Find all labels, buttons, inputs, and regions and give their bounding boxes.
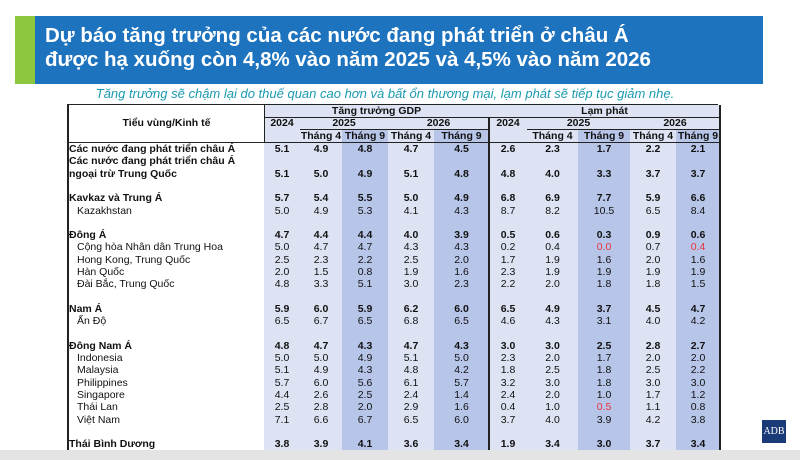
inflation-value: 0.8 — [690, 401, 706, 414]
inflation-value: 1.7 — [645, 389, 661, 401]
region-label — [69, 340, 132, 352]
gdp-value: 4.9 — [313, 143, 329, 155]
gdp-value: 3.4 — [454, 438, 469, 451]
gdp-value: 2.0 — [454, 253, 469, 266]
inflation-value: 8.2 — [545, 204, 560, 217]
inflation-value: 0.9 — [645, 229, 661, 242]
inflation-value: 6.5 — [500, 302, 516, 315]
region-name: Cộng hòa Nhân dân Trung Hoa — [77, 241, 223, 254]
gdp-value: 4.7 — [313, 241, 329, 254]
table-row — [69, 254, 720, 266]
inflation-value: 2.3 — [500, 266, 516, 278]
inflation-value: 2.3 — [500, 352, 516, 365]
gdp-value: 5.0 — [313, 167, 329, 180]
inflation-value: 1.8 — [596, 364, 612, 377]
region-label — [69, 192, 162, 204]
month-header-apr: Tháng 4 — [300, 130, 342, 142]
inflation-value: 7.7 — [596, 192, 612, 205]
inflation-value: 0.2 — [500, 241, 516, 254]
inf-2026-header: 2026 — [663, 117, 687, 129]
inflation-value: 2.2 — [690, 364, 706, 377]
region-name: Singapore — [77, 389, 125, 401]
gdp-value: 4.3 — [403, 241, 419, 254]
inflation-header: Lạm phát — [581, 105, 628, 117]
gdp-value: 5.3 — [357, 204, 373, 217]
inflation-value: 1.1 — [645, 401, 661, 414]
inflation-value: 1.9 — [545, 266, 560, 278]
region-name: Indonesia — [77, 352, 123, 365]
month-header-apr: Tháng 4 — [632, 130, 674, 142]
gdp-value: 3.8 — [274, 438, 290, 451]
gdp-value: 5.7 — [274, 376, 290, 389]
region-label — [77, 278, 174, 290]
gdp-value: 3.6 — [403, 438, 419, 451]
region-name: Nam Á — [69, 302, 103, 315]
region-label — [77, 254, 190, 266]
gdp-value: 1.6 — [454, 401, 469, 414]
gdp-value: 5.1 — [274, 167, 290, 180]
gdp-value: 4.8 — [454, 167, 469, 180]
gdp-value: 5.0 — [403, 192, 419, 205]
inflation-value: 3.3 — [596, 167, 612, 180]
gdp-value: 6.5 — [454, 315, 469, 328]
gdp-value: 4.2 — [454, 364, 469, 377]
inflation-value: 6.8 — [500, 192, 516, 205]
title-line-1: Dự báo tăng trưởng của các nước đang phát triển ở châu Á — [45, 24, 629, 47]
gdp-value: 3.0 — [403, 278, 419, 291]
gdp-value: 6.1 — [403, 376, 419, 389]
inflation-value: 1.9 — [645, 266, 661, 278]
gdp-value: 5.9 — [357, 302, 373, 315]
inflation-value: 0.4 — [500, 401, 516, 414]
inflation-value: 2.5 — [545, 364, 560, 377]
inflation-value: 2.0 — [645, 352, 661, 365]
gdp-value: 4.9 — [313, 364, 329, 377]
inflation-value: 2.7 — [690, 339, 706, 352]
region-header: Tiểu vùng/Kinh tế — [122, 117, 211, 129]
inflation-value: 3.7 — [645, 438, 661, 451]
gdp-value: 4.1 — [357, 438, 373, 451]
gdp-value: 4.3 — [357, 364, 373, 377]
region-name: Kavkaz và Trung Á — [69, 192, 163, 205]
table-row — [69, 401, 720, 413]
inflation-value: 1.9 — [545, 253, 560, 266]
inflation-value: 1.7 — [596, 352, 612, 365]
gdp-value: 7.1 — [274, 413, 290, 426]
inflation-value: 6.9 — [545, 192, 560, 205]
gdp-value: 2.3 — [313, 253, 329, 266]
gdp-value: 0.8 — [357, 266, 373, 278]
region-label — [77, 352, 123, 364]
inflation-value: 2.0 — [545, 389, 560, 401]
inflation-value: 1.6 — [690, 253, 706, 266]
gdp-value: 5.4 — [313, 192, 329, 205]
inflation-value: 3.7 — [596, 302, 612, 315]
gdp-value: 2.9 — [403, 401, 419, 414]
adb-logo: ADB — [762, 420, 786, 443]
inflation-value: 1.8 — [596, 278, 612, 291]
gdp-value: 4.3 — [454, 339, 469, 352]
gdp-value: 1.9 — [403, 266, 419, 278]
table-row — [69, 205, 720, 217]
month-header-apr: Tháng 4 — [390, 130, 432, 142]
gdp-value: 4.3 — [357, 339, 373, 352]
region-label — [69, 303, 102, 315]
gdp-value: 4.7 — [403, 339, 419, 352]
gdp-value: 5.0 — [454, 352, 469, 365]
gdp-2026-header: 2026 — [426, 117, 451, 129]
table-row — [69, 414, 720, 426]
inflation-value: 3.0 — [500, 339, 516, 352]
gdp-value: 2.8 — [313, 401, 329, 414]
inflation-value: 3.9 — [596, 413, 612, 426]
gdp-value: 6.5 — [274, 315, 290, 328]
table-row — [69, 266, 720, 278]
gdp-value: 4.8 — [274, 278, 290, 291]
inflation-value: 1.6 — [596, 253, 612, 266]
inflation-value: 4.0 — [545, 167, 560, 180]
gdp-value: 4.3 — [454, 241, 469, 254]
gdp-value: 4.9 — [454, 192, 469, 205]
month-header-sep: Tháng 9 — [441, 130, 482, 142]
region-label — [77, 401, 118, 413]
inflation-value: 4.5 — [645, 302, 661, 315]
gdp-value: 6.7 — [313, 315, 329, 328]
region-name: Việt Nam — [77, 413, 120, 426]
inflation-value: 1.5 — [690, 278, 706, 291]
region-label — [77, 414, 120, 426]
inflation-value: 4.2 — [645, 413, 661, 426]
month-header-sep: Tháng 9 — [677, 130, 719, 142]
gdp-2025-header: 2025 — [332, 117, 356, 129]
inflation-value: 4.9 — [545, 302, 560, 315]
inflation-value: 0.0 — [596, 241, 612, 254]
inf-2025-header: 2025 — [566, 117, 591, 129]
inflation-value: 0.4 — [690, 241, 706, 254]
gdp-value: 3.9 — [313, 438, 329, 451]
inflation-value: 1.8 — [500, 364, 516, 377]
gdp-value: 5.9 — [274, 302, 290, 315]
inflation-value: 1.8 — [596, 376, 612, 389]
gdp-value: 1.6 — [454, 266, 469, 278]
inflation-value: 0.5 — [596, 401, 612, 414]
region-name: Thái Lan — [77, 401, 118, 414]
table-row — [69, 315, 720, 327]
table-row — [69, 364, 720, 376]
gdp-value: 4.3 — [454, 204, 469, 217]
gdp-value: 4.5 — [454, 143, 469, 155]
inflation-value: 1.9 — [500, 438, 516, 451]
region-label — [77, 266, 124, 278]
region-name: Các nước đang phát triển châu Á — [69, 155, 236, 168]
inflation-value: 10.5 — [593, 204, 615, 217]
region-name: Ấn Độ — [77, 315, 107, 328]
accent-bar — [15, 16, 35, 84]
region-label — [69, 143, 235, 155]
gdp-2024-header: 2024 — [270, 117, 294, 129]
gdp-value: 2.5 — [357, 389, 373, 401]
table-row — [69, 192, 720, 204]
inflation-value: 4.0 — [545, 413, 560, 426]
gdp-value: 2.4 — [403, 389, 419, 401]
month-header-sep: Tháng 9 — [583, 130, 625, 142]
table-row — [69, 377, 720, 389]
inflation-value: 3.7 — [690, 167, 706, 180]
gdp-value: 2.3 — [454, 278, 469, 291]
gdp-value: 5.1 — [403, 167, 419, 180]
inflation-value: 3.1 — [596, 315, 612, 328]
inflation-value: 2.0 — [545, 352, 560, 365]
inflation-value: 2.2 — [645, 143, 661, 155]
gdp-value: 2.5 — [274, 401, 290, 414]
gdp-value: 4.4 — [313, 229, 329, 242]
gdp-value: 2.5 — [274, 253, 290, 266]
inflation-value: 1.0 — [596, 389, 612, 401]
gdp-value: 6.8 — [403, 315, 419, 328]
gdp-value: 5.1 — [403, 352, 419, 365]
inflation-value: 3.7 — [500, 413, 516, 426]
region-name: Đài Bắc, Trung Quốc — [77, 278, 175, 291]
table-row — [69, 352, 720, 364]
gdp-value: 2.2 — [357, 253, 373, 266]
gdp-value: 6.0 — [313, 302, 329, 315]
title-line-2: được hạ xuống còn 4,8% vào năm 2025 và 4,5% vào năm 2026 — [45, 48, 651, 71]
gdp-value: 4.8 — [274, 339, 290, 352]
gdp-value: 4.7 — [313, 339, 329, 352]
table-row — [69, 278, 720, 290]
month-header-sep: Tháng 9 — [344, 130, 386, 142]
inflation-value: 0.6 — [545, 229, 560, 242]
gdp-value: 4.4 — [357, 229, 373, 242]
bottom-strip — [0, 450, 800, 460]
gdp-value: 1.5 — [313, 266, 329, 278]
inflation-value: 1.0 — [545, 401, 560, 414]
gdp-value: 4.7 — [274, 229, 290, 242]
gdp-value: 5.1 — [357, 278, 373, 291]
table-row — [69, 389, 720, 401]
inflation-value: 1.9 — [690, 266, 706, 278]
inflation-value: 1.9 — [596, 266, 612, 278]
region-name: Thái Bình Dương — [69, 438, 156, 451]
inflation-value: 0.5 — [500, 229, 516, 242]
inflation-value: 3.0 — [545, 339, 560, 352]
gdp-value: 6.5 — [357, 315, 373, 328]
region-name: Malaysia — [77, 364, 119, 377]
inflation-value: 2.0 — [645, 253, 661, 266]
gdp-value: 5.1 — [274, 143, 290, 155]
table-row — [69, 340, 720, 352]
inf-2024-header: 2024 — [496, 117, 520, 129]
inflation-value: 4.2 — [690, 315, 706, 328]
inflation-value: 2.3 — [545, 143, 560, 155]
inflation-value: 3.4 — [545, 438, 560, 451]
region-label — [77, 315, 106, 327]
inflation-value: 4.0 — [645, 315, 661, 328]
gdp-value: 5.0 — [274, 352, 290, 365]
inflation-value: 0.4 — [545, 241, 560, 254]
gdp-header: Tăng trưởng GDP — [331, 105, 422, 117]
inflation-value: 0.6 — [690, 229, 706, 242]
region-name: Hàn Quốc — [77, 266, 125, 278]
inflation-value: 2.5 — [596, 339, 612, 352]
region-label — [77, 389, 125, 401]
gdp-value: 5.6 — [357, 376, 373, 389]
gdp-value: 5.5 — [357, 192, 373, 205]
gdp-value: 2.5 — [403, 253, 419, 266]
inflation-value: 1.7 — [596, 143, 612, 155]
region-label — [69, 155, 235, 180]
inflation-value: 3.0 — [645, 376, 661, 389]
forecast-table — [67, 104, 718, 450]
gdp-value: 6.0 — [454, 413, 469, 426]
inflation-value: 3.7 — [645, 167, 661, 180]
inflation-value: 3.4 — [690, 438, 706, 451]
inflation-value: 0.3 — [596, 229, 612, 242]
region-name: Kazakhstan — [77, 204, 132, 217]
inflation-value: 1.8 — [645, 278, 661, 291]
gdp-value: 6.7 — [357, 413, 373, 426]
region-name-2: ngoại trừ Trung Quốc — [69, 167, 177, 180]
gdp-value: 4.9 — [357, 352, 373, 365]
inflation-value: 6.6 — [690, 192, 706, 205]
inflation-value: 2.1 — [690, 143, 706, 155]
table-row — [69, 143, 720, 155]
inflation-value: 3.0 — [690, 376, 706, 389]
gdp-value: 5.7 — [454, 376, 469, 389]
gdp-value: 5.0 — [313, 352, 329, 365]
gdp-value: 1.4 — [454, 389, 469, 401]
inflation-value: 6.5 — [645, 204, 661, 217]
title-banner — [35, 16, 763, 84]
inflation-value: 3.0 — [545, 376, 560, 389]
table-row — [69, 155, 720, 180]
gdp-value: 6.5 — [403, 413, 419, 426]
inflation-value: 4.3 — [545, 315, 560, 328]
gdp-value: 4.4 — [274, 389, 290, 401]
region-label — [77, 377, 128, 389]
table-row — [69, 229, 720, 241]
table-row — [69, 241, 720, 253]
inflation-value: 8.4 — [690, 204, 706, 217]
gdp-value: 6.2 — [403, 302, 419, 315]
region-name: Philippines — [77, 376, 128, 389]
gdp-value: 6.6 — [313, 413, 329, 426]
inflation-value: 2.2 — [500, 278, 516, 291]
gdp-value: 6.0 — [313, 376, 329, 389]
table-row — [69, 438, 720, 450]
gdp-value: 3.9 — [454, 229, 469, 242]
gdp-value: 4.9 — [357, 167, 373, 180]
region-name: Đông Á — [69, 229, 107, 242]
region-label — [77, 205, 132, 217]
gdp-value: 2.0 — [357, 401, 373, 414]
inflation-value: 3.2 — [500, 376, 516, 389]
region-label — [69, 229, 106, 241]
gdp-value: 4.1 — [403, 204, 419, 217]
region-name: Hong Kong, Trung Quốc — [77, 253, 191, 266]
region-name: Các nước đang phát triển châu Á — [69, 143, 236, 155]
inflation-value: 4.6 — [500, 315, 516, 328]
region-label — [69, 438, 155, 450]
gdp-value: 4.8 — [403, 364, 419, 377]
region-name: Đông Nam Á — [69, 339, 132, 352]
gdp-value: 5.0 — [274, 241, 290, 254]
gdp-value: 3.3 — [313, 278, 329, 291]
inflation-value: 2.8 — [645, 339, 661, 352]
gdp-value: 4.9 — [313, 204, 329, 217]
inflation-value: 4.7 — [690, 302, 706, 315]
inflation-value: 2.6 — [500, 143, 516, 155]
inflation-value: 1.7 — [500, 253, 516, 266]
month-header-apr: Tháng 4 — [532, 130, 573, 142]
inflation-value: 4.8 — [500, 167, 516, 180]
gdp-value: 4.0 — [403, 229, 419, 242]
inflation-value: 2.5 — [645, 364, 661, 377]
gdp-value: 4.7 — [357, 241, 373, 254]
gdp-value: 5.1 — [274, 364, 290, 377]
inflation-value: 8.7 — [500, 204, 516, 217]
subtitle: Tăng trưởng sẽ chậm lại do thuế quan cao hơn và bất ổn thương mại, lạm phát sẽ tiếp tục giảm nhẹ. — [95, 86, 675, 101]
gdp-value: 5.7 — [274, 192, 290, 205]
gdp-value: 2.0 — [274, 266, 290, 278]
table-row — [69, 303, 720, 315]
gdp-value: 4.8 — [357, 143, 373, 155]
inflation-value: 2.4 — [500, 389, 516, 401]
inflation-value: 5.9 — [645, 192, 661, 205]
gdp-value: 6.0 — [454, 302, 469, 315]
region-label — [77, 364, 118, 376]
inflation-value: 0.7 — [645, 241, 661, 254]
region-label — [77, 241, 223, 253]
inflation-value: 3.8 — [690, 413, 706, 426]
inflation-value: 3.0 — [596, 438, 612, 451]
inflation-value: 2.0 — [545, 278, 560, 291]
gdp-value: 4.7 — [403, 143, 419, 155]
gdp-value: 2.6 — [313, 389, 329, 401]
inflation-value: 1.2 — [690, 389, 706, 401]
gdp-value: 5.0 — [274, 204, 290, 217]
inflation-value: 2.0 — [690, 352, 706, 365]
